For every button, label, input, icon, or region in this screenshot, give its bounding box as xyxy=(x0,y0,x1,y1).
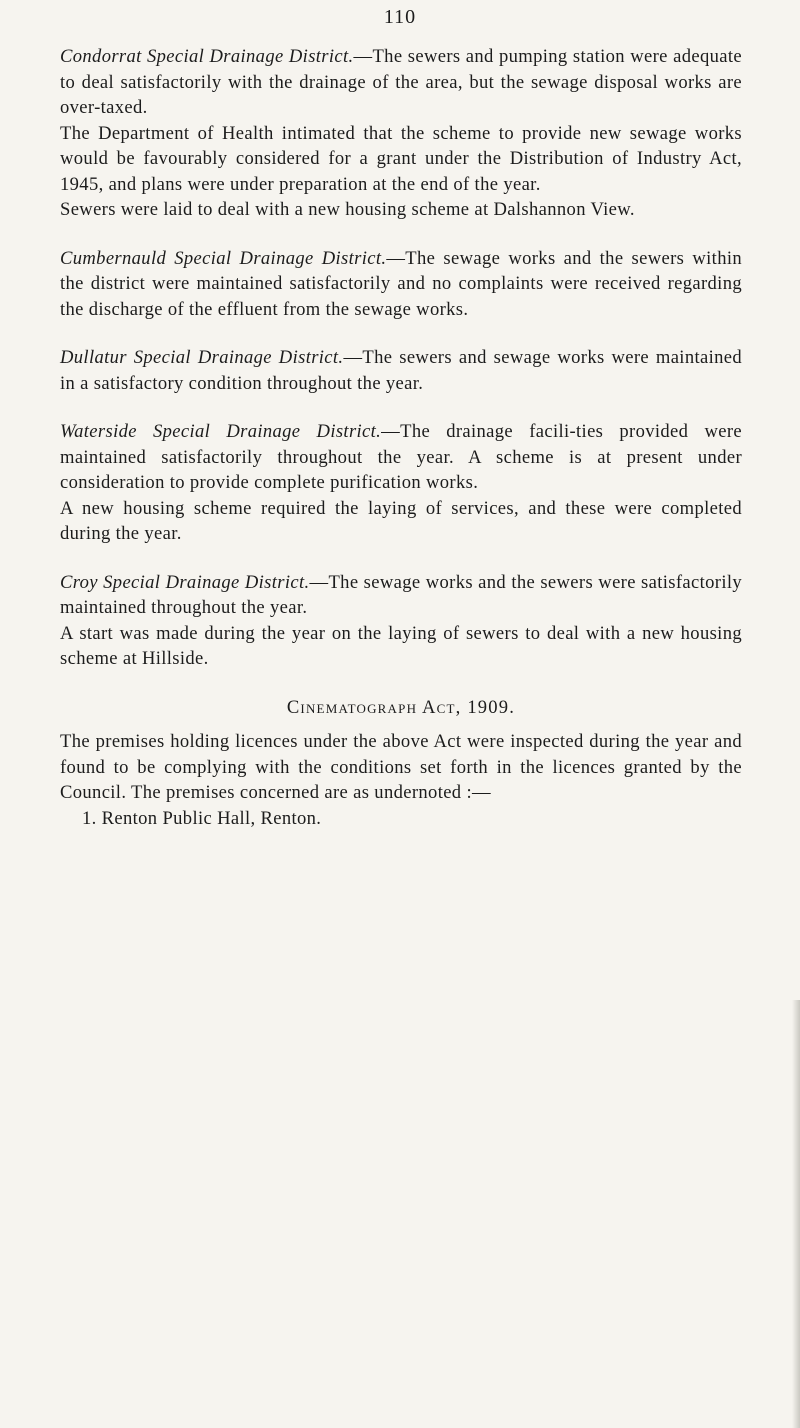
condorrat-section xyxy=(60,44,742,223)
district-name: Croy Special Drainage District. xyxy=(60,571,310,593)
paragraph-text: —The drainage facili-ties provided were maintained satisfactorily throughout the year. A scheme is at present under consideration to provide complete purification works. xyxy=(60,421,742,493)
cinematograph-section xyxy=(60,695,742,832)
dullatur-section xyxy=(60,345,742,396)
cumbernauld-section xyxy=(60,246,742,323)
document-body xyxy=(60,44,742,854)
paragraph: A start was made during the year on the laying of sewers to deal with a new housing scheme at Hillside. xyxy=(60,622,742,669)
paragraph: A new housing scheme required the laying of services, and these were completed during the year. xyxy=(60,497,742,544)
paragraph: The Department of Health intimated that the scheme to provide new sewage works would be favourably considered for a grant under the Distribution of Industry Act, 1945, and plans were under preparation at the end of the year. xyxy=(60,122,742,195)
croy-paragraph xyxy=(60,570,742,621)
premises-list xyxy=(60,806,742,832)
condorrat-paragraph xyxy=(60,44,742,121)
district-name: Waterside Special Drainage District. xyxy=(60,421,382,442)
page-edge-shadow xyxy=(792,1000,800,1428)
page-number: 110 xyxy=(383,6,417,28)
paragraph-text: —The sewers and pumping station were adequate to deal satisfactorily with the drainage of the area, but the sewage disposal works are over-taxed. xyxy=(60,46,742,118)
paragraph-text: —The sewage works and the sewers were satisfactorily maintained throughout the year. xyxy=(60,571,742,618)
list-item: 1. Renton Public Hall, Renton. xyxy=(82,807,322,829)
cinematograph-paragraph: The premises holding licences under the above Act were inspected during the year and found to be complying with the conditions set forth in the licences granted by the Council. The premises concerned are as undernoted :— xyxy=(60,731,742,803)
croy-section xyxy=(60,570,742,672)
paragraph: Sewers were laid to deal with a new housing scheme at Dalshannon View. xyxy=(60,199,635,220)
cinematograph-heading: Cinematograph Act, 1909. xyxy=(286,696,516,718)
waterside-paragraph xyxy=(60,419,742,496)
cumbernauld-paragraph xyxy=(60,246,742,323)
waterside-section xyxy=(60,419,742,547)
paragraph-text: —The sewers and sewage works were maintained in a satisfactory condition throughout the year. xyxy=(60,347,743,394)
paragraph-text: —The sewage works and the sewers within the district were maintained satisfactorily and no complaints were received regarding the discharge of the effluent from the sewage works. xyxy=(60,247,742,320)
district-name: Dullatur Special Drainage District. xyxy=(60,347,344,368)
district-name: Cumbernauld Special Drainage District. xyxy=(60,247,387,269)
district-name: Condorrat Special Drainage District. xyxy=(60,46,354,67)
dullatur-paragraph xyxy=(60,345,742,396)
